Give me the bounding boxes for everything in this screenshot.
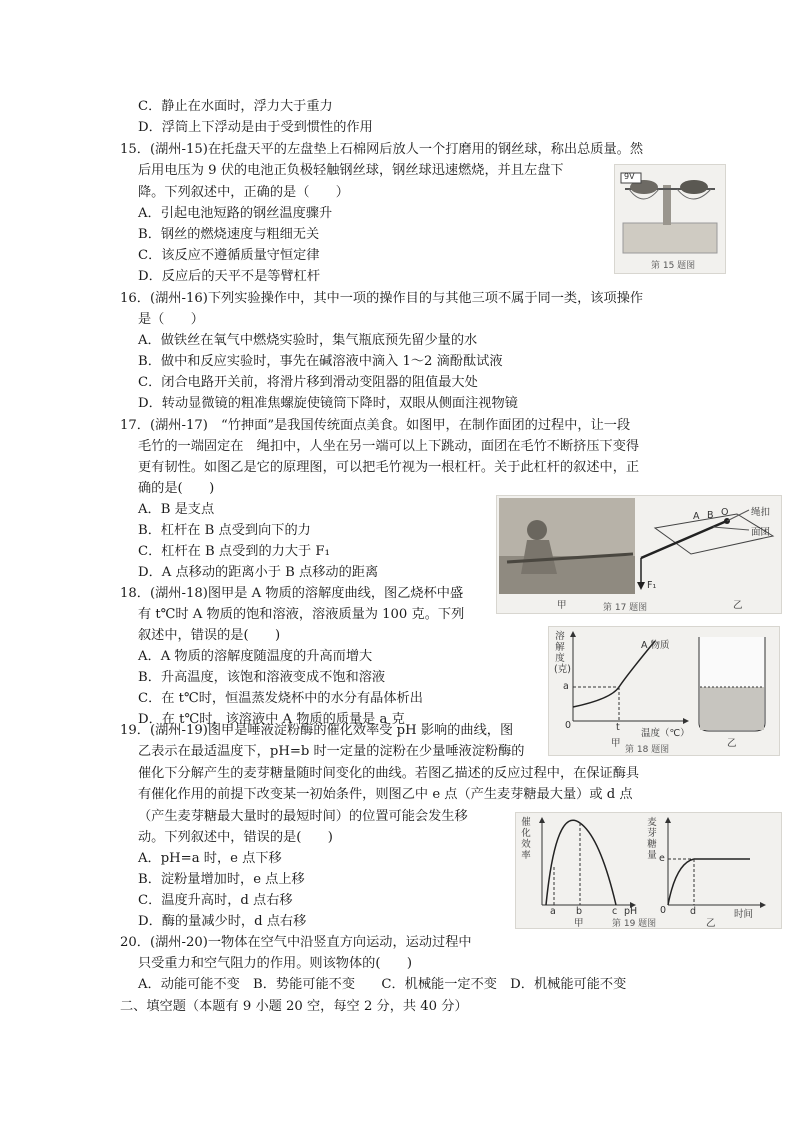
q17-lever-figure — [496, 495, 782, 614]
q18-stem-line1: 18．(湖州-18)图甲是 A 物质的溶解度曲线，图乙烧杯中盛 — [120, 586, 464, 601]
q15-stem-line3: 降。下列叙述中，正确的是（ ） — [138, 185, 349, 200]
q17-stem-line4: 确的是( ) — [138, 481, 215, 496]
q18-option-b: B．升高温度，该饱和溶液变成不饱和溶液 — [138, 670, 386, 685]
efficiency-ylabel: 催化效率 — [521, 817, 531, 861]
section-2-heading: 二、填空题（本题有 9 小题 20 空，每空 2 分，共 40 分） — [120, 999, 468, 1014]
q15-option-a: A．引起电池短路的钢丝温度骤升 — [138, 206, 333, 221]
q17-jia-label: 甲 — [557, 600, 567, 611]
q16-option-b: B．做中和反应实验时，事先在碱溶液中滴入 1～2 滴酚酞试液 — [138, 354, 503, 369]
solubility-ylabel: 溶解度(克) — [554, 631, 571, 675]
q18-jia-label: 甲 — [611, 738, 621, 749]
q19-figure-caption: 第 19 题图 — [612, 919, 657, 929]
q16-option-a: A．做铁丝在氧气中燃烧实验时，集气瓶底预先留少量的水 — [138, 333, 478, 348]
dough-label: 面团 — [751, 527, 771, 538]
q18-option-d: D．在 t℃时，该溶液中 A 物质的质量是 a 克 — [138, 712, 405, 727]
q17-stem-line2: 毛竹的一端固定在 绳扣中，人坐在另一端可以上下跳动，面团在毛竹不断挤压下变得 — [138, 439, 640, 454]
q19-yi-label: 乙 — [706, 918, 716, 929]
q20-stem-line2: 只受重力和空气阻力的作用。则该物体的( ) — [138, 956, 413, 971]
q16-stem-line1: 16．(湖州-16)下列实验操作中，其中一项的操作目的与其他三项不属于同一类，该项操作 — [120, 291, 644, 306]
q19-stem-line1: 19．(湖州-19)图甲是唾液淀粉酶的催化效率受 pH 影响的曲线，图 — [120, 723, 514, 738]
q17-option-c: C．杠杆在 B 点受到的力大于 F₁ — [138, 544, 330, 559]
q19-stem-line5: （产生麦芽糖最大量时的最短时间）的位置可能会发生移 — [138, 809, 468, 824]
q19-option-b: B．淀粉量增加时，e 点上移 — [138, 872, 305, 887]
balance-illustration — [615, 165, 725, 273]
q17-stem-line3: 更有韧性。如图乙是它的原理图，可以把毛竹视为一根杠杆。关于此杠杆的叙述中，正 — [138, 460, 640, 475]
rope-label: 绳扣 — [751, 507, 771, 518]
q17-stem-line1: 17．(湖州-17) “竹抻面”是我国传统面点美食。如图甲，在制作面团的过程中，让一段 — [120, 418, 631, 433]
tick-d: d — [690, 906, 697, 917]
q17-yi-label: 乙 — [733, 600, 743, 611]
q18-solubility-figure — [548, 626, 780, 756]
q14-option-d: D．浮筒上下浮动是由于受到惯性的作用 — [138, 120, 373, 135]
tick-origin-2: 0 — [660, 905, 667, 916]
q19-option-c: C．温度升高时，d 点右移 — [138, 893, 293, 908]
q20-stem-line1: 20．(湖州-20)一物体在空气中沿竖直方向运动，运动过程中 — [120, 935, 472, 950]
q17-figure-caption: 第 17 题图 — [603, 603, 648, 613]
battery-label: 9V — [624, 172, 635, 181]
ph-xlabel: pH — [624, 906, 638, 917]
tick-e: e — [659, 853, 665, 864]
q16-stem-line2: 是（ ） — [138, 312, 204, 327]
lever-point-a: A — [693, 511, 700, 522]
q19-stem-line2: 乙表示在最适温度下，pH=b 时一定量的淀粉在少量唾液淀粉酶的 — [138, 744, 525, 759]
q19-option-d: D．酶的量减少时，d 点右移 — [138, 914, 307, 929]
temperature-xlabel: 温度（℃） — [641, 728, 690, 739]
lever-point-o: O — [721, 507, 729, 518]
maltose-ylabel: 麦芽糖量 — [647, 817, 657, 861]
lever-point-b: B — [707, 510, 714, 521]
q19-enzyme-figure — [515, 812, 782, 929]
q18-stem-line2: 有 t℃时 A 物质的饱和溶液，溶液质量为 100 克。下列 — [138, 607, 465, 622]
q15-option-c: C．该反应不遵循质量守恒定律 — [138, 248, 320, 263]
q16-option-d: D．转动显微镜的粗准焦螺旋使镜筒下降时，双眼从侧面注视物镜 — [138, 396, 518, 411]
lever-illustration — [497, 496, 781, 613]
q19-stem-line3: 催化下分解产生的麦芽糖量随时间变化的曲线。若图乙描述的反应过程中，在保证酶具 — [138, 766, 640, 781]
q15-option-d: D．反应后的天平不是等臂杠杆 — [138, 269, 321, 284]
q18-yi-label: 乙 — [727, 738, 737, 749]
q15-stem-line1: 15．(湖州-15)在托盘天平的左盘垫上石棉网后放人一个打磨用的钢丝球，称出总质量。然 — [120, 142, 644, 157]
tick-a: a — [563, 681, 569, 692]
tick-ph-a: a — [550, 906, 556, 917]
q17-option-d: D．A 点移动的距离小于 B 点移动的距离 — [138, 565, 379, 580]
q18-option-a: A．A 物质的溶解度随温度的升高而增大 — [138, 649, 373, 664]
q19-stem-line6: 动。下列叙述中，错误的是( ) — [138, 830, 333, 845]
tick-origin: 0 — [565, 720, 572, 731]
q17-option-a: A．B 是支点 — [138, 502, 215, 517]
q15-figure-caption: 第 15 题图 — [651, 261, 696, 271]
force-f1-label: F₁ — [647, 580, 657, 591]
q20-options: A．动能可能不变 B．势能可能不变 C．机械能一定不变 D．机械能可能不变 — [138, 977, 627, 992]
time-xlabel: 时间 — [734, 909, 754, 920]
q16-option-c: C．闭合电路开关前，将滑片移到滑动变阻器的阻值最大处 — [138, 375, 478, 390]
tick-ph-c: c — [612, 906, 618, 917]
curve-label-a: A 物质 — [641, 640, 670, 651]
q15-option-b: B．钢丝的燃烧速度与粗细无关 — [138, 227, 320, 242]
q17-option-b: B．杠杆在 B 点受到向下的力 — [138, 523, 311, 538]
q14-option-c: C．静止在水面时，浮力大于重力 — [138, 99, 333, 114]
q19-jia-label: 甲 — [574, 918, 584, 929]
tick-ph-b: b — [576, 906, 583, 917]
q18-option-c: C．在 t℃时，恒温蒸发烧杯中的水分有晶体析出 — [138, 691, 423, 706]
q15-stem-line2: 后用电压为 9 伏的电池正负极轻触钢丝球，钢丝球迅速燃烧，并且左盘下 — [138, 163, 564, 178]
tick-t: t — [616, 722, 620, 733]
q18-figure-caption: 第 18 题图 — [625, 745, 670, 755]
q18-stem-line3: 叙述中，错误的是( ) — [138, 628, 281, 643]
q19-option-a: A．pH=a 时，e 点下移 — [138, 851, 282, 866]
q19-stem-line4: 有催化作用的前提下改变某一初始条件，则图乙中 e 点（产生麦芽糖最大量）或 d 点 — [138, 787, 633, 802]
q15-balance-figure — [614, 164, 726, 274]
